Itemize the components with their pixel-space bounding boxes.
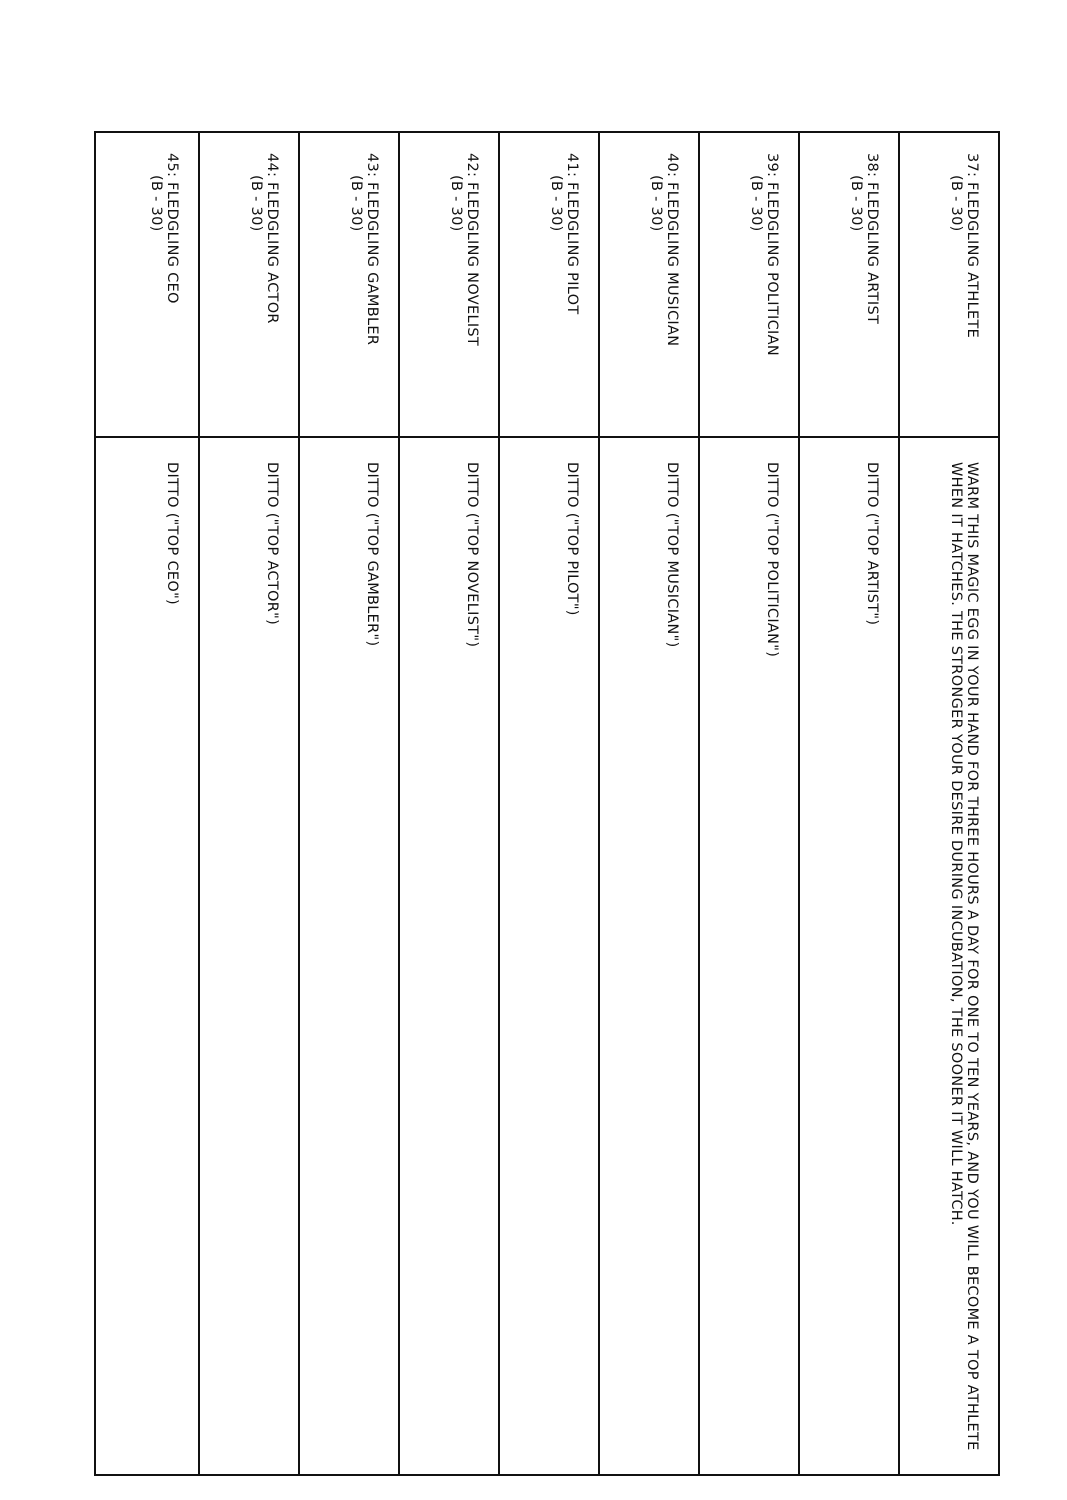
table-row [698, 133, 798, 1474]
card-title: 41: FLEDGLING PILOT [564, 153, 580, 315]
card-description: DITTO ("TOP PILOT") [564, 462, 580, 616]
card-description: DITTO ("TOP POLITICIAN") [764, 462, 780, 658]
card-name-cell [600, 133, 698, 438]
card-name-cell [96, 133, 198, 438]
table-row [898, 133, 998, 1474]
card-title: 37: FLEDGLING ATHLETE [964, 153, 980, 339]
card-rank: (B - 30) [348, 175, 364, 232]
card-name-cell [300, 133, 398, 438]
card-name-cell [200, 133, 298, 438]
card-list-rotated-frame [94, 131, 1000, 1476]
card-rank: (B - 30) [248, 175, 264, 232]
card-description: DITTO ("TOP ACTOR") [264, 462, 280, 626]
card-rank: (B - 30) [848, 175, 864, 232]
table-row [198, 133, 298, 1474]
card-title: 40: FLEDGLING MUSICIAN [664, 153, 680, 347]
card-title: 44: FLEDGLING ACTOR [264, 153, 280, 324]
card-title: 42: FLEDGLING NOVELIST [464, 153, 480, 347]
card-name-cell [500, 133, 598, 438]
table-row [298, 133, 398, 1474]
card-description: WARM THIS MAGIC EGG IN YOUR HAND FOR THREE HOURS A DAY FOR ONE TO TEN YEARS, AND YOU WILL BECOME A TOP ATHLETE WHEN IT HATCHES. THE STRONGER YOUR DESIRE DURING INCUBATION, THE SOONER IT WILL HATCH. [948, 462, 980, 1451]
table-row [398, 133, 498, 1474]
card-title: 45: FLEDGLING CEO [164, 153, 180, 304]
card-description: DITTO ("TOP NOVELIST") [464, 462, 480, 648]
table-row [798, 133, 898, 1474]
table-row [498, 133, 598, 1474]
table-row [96, 133, 198, 1474]
card-title: 38: FLEDGLING ARTIST [864, 153, 880, 325]
card-description: DITTO ("TOP GAMBLER") [364, 462, 380, 647]
card-rank: (B - 30) [648, 175, 664, 232]
card-rank: (B - 30) [748, 175, 764, 232]
card-name-cell [700, 133, 798, 438]
card-title: 43: FLEDGLING GAMBLER [364, 153, 380, 346]
card-rank: (B - 30) [148, 175, 164, 232]
card-rank: (B - 30) [948, 175, 964, 232]
table-row [598, 133, 698, 1474]
card-rank: (B - 30) [548, 175, 564, 232]
card-title: 39: FLEDGLING POLITICIAN [764, 153, 780, 356]
card-description: DITTO ("TOP ARTIST") [864, 462, 880, 626]
card-list-table [94, 131, 1000, 1476]
card-name-cell [800, 133, 898, 438]
card-name-cell [900, 133, 998, 438]
card-description: DITTO ("TOP CEO") [164, 462, 180, 605]
card-name-cell [400, 133, 498, 438]
card-rank: (B - 30) [448, 175, 464, 232]
card-description: DITTO ("TOP MUSICIAN") [664, 462, 680, 648]
